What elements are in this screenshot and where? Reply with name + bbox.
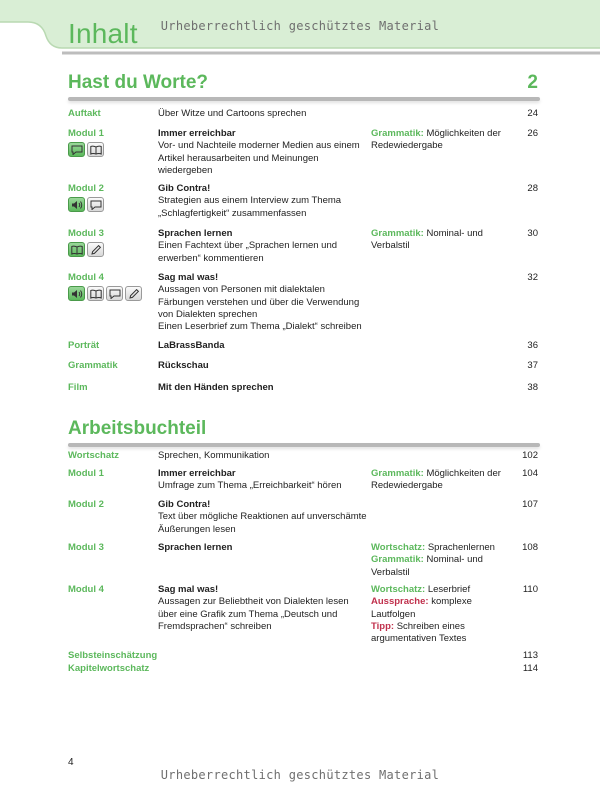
- grammar-line: [371, 468, 511, 480]
- toc-description: [158, 240, 368, 265]
- grammar-key: Grammatik:: [371, 468, 424, 479]
- focus-text: Leserbrief: [427, 584, 471, 595]
- grammar-text: Möglichkeiten der: [426, 468, 501, 479]
- toc-page-number: 24: [527, 108, 538, 119]
- toc-description: [158, 140, 368, 177]
- toc-page-number: 32: [527, 272, 538, 283]
- book-icon: [68, 242, 85, 257]
- toc-label: Wortschatz: [68, 450, 120, 461]
- desc-line: Einen Fachtext über „Sprachen lernen und: [158, 240, 338, 252]
- toc-page-number: 110: [522, 584, 538, 595]
- focus-text: Verbalstil: [371, 566, 410, 578]
- desc-line: Einen Leserbrief zum Thema „Dialekt“ schreiben: [158, 321, 362, 333]
- speaker-icon: [68, 286, 85, 301]
- page-number: 4: [68, 757, 74, 768]
- toc-title: Sag mal was!: [158, 584, 219, 595]
- desc-line: Aussagen von Personen mit dialektalen: [158, 284, 325, 296]
- toc-title: Sprachen lernen: [158, 228, 233, 239]
- focus-text: Nominal- und: [426, 554, 483, 566]
- section-heading-arbeitsbuch: [68, 418, 538, 440]
- toc-label: Modul 2: [68, 499, 104, 510]
- desc-line: erwerben“ kommentieren: [158, 252, 264, 264]
- toc-label: Selbsteinschätzung: [68, 650, 158, 661]
- desc-line: wiedergeben: [158, 164, 213, 176]
- watermark-bottom: Urheberrechtlich geschütztes Material: [160, 768, 440, 782]
- toc-grammar: [371, 128, 511, 153]
- toc-description: [158, 480, 368, 492]
- grammar-line: [371, 128, 511, 140]
- toc-description: [158, 284, 368, 333]
- toc-title: Sprachen lernen: [158, 542, 233, 553]
- grammar-line: [371, 140, 511, 152]
- speech-bubble-icon: [87, 197, 104, 212]
- toc-title: Immer erreichbar: [158, 128, 236, 139]
- toc-page-number: 28: [527, 183, 538, 194]
- grammar-text: Nominal- und: [426, 228, 483, 239]
- desc-line: Text über mögliche Reaktionen auf unverschämte: [158, 511, 367, 523]
- toc-label: Film: [68, 382, 88, 393]
- desc-line: Über Witze und Cartoons sprechen: [158, 108, 307, 119]
- desc-line: Äußerungen lesen: [158, 523, 236, 535]
- book-icon: [87, 286, 104, 301]
- toc-description: [158, 108, 368, 120]
- watermark-top: Urheberrechtlich geschütztes Material: [160, 19, 440, 33]
- grammar-line: [371, 480, 511, 492]
- speaker-icon: [68, 197, 85, 212]
- grammar-text: Verbalstil: [371, 240, 410, 252]
- toc-label: Porträt: [68, 340, 100, 351]
- skill-icons: [68, 242, 104, 257]
- focus-line: [371, 621, 511, 633]
- desc-line: Artikel herausarbeiten und Meinungen: [158, 152, 319, 164]
- toc-title: Mit den Händen sprechen: [158, 382, 274, 393]
- toc-page-number: 102: [522, 450, 538, 461]
- desc-line: Fremdsprachen“ schreiben: [158, 620, 272, 632]
- grammar-key: Grammatik:: [371, 128, 424, 139]
- focus-key: Wortschatz:: [371, 584, 426, 595]
- toc-title: Gib Contra!: [158, 183, 211, 194]
- desc-line: Umfrage zum Thema „Erreichbarkeit“ hören: [158, 480, 342, 492]
- toc-label: Modul 1: [68, 468, 104, 479]
- toc-page-number: 38: [527, 382, 538, 393]
- toc-description: [158, 195, 368, 220]
- toc-focus: [371, 584, 511, 645]
- desc-line: von Dialekten sprechen: [158, 308, 258, 320]
- focus-text: komplexe: [431, 596, 472, 608]
- desc-line: Vor- und Nachteile moderner Medien aus einem: [158, 140, 360, 152]
- desc-line: über eine Grafik zum Thema „Deutsch und: [158, 608, 338, 620]
- speech-bubble-icon: [68, 142, 85, 157]
- toc-title: Immer erreichbar: [158, 468, 236, 479]
- pencil-icon: [87, 242, 104, 257]
- skill-icons: [68, 142, 104, 157]
- focus-text: Lautfolgen: [371, 608, 416, 620]
- grammar-text: Redewiedergabe: [371, 140, 443, 152]
- toc-title: LaBrassBanda: [158, 340, 225, 351]
- toc-label: Modul 2: [68, 183, 104, 194]
- desc-line: Sprechen, Kommunikation: [158, 450, 270, 461]
- toc-label: Modul 1: [68, 128, 104, 139]
- toc-page-number: 30: [527, 228, 538, 239]
- skill-icons: [68, 197, 104, 212]
- toc-grammar: [371, 468, 511, 493]
- grammar-text: Möglichkeiten der: [426, 128, 501, 139]
- focus-line: [371, 633, 511, 645]
- toc-label: Grammatik: [68, 360, 118, 371]
- focus-line: [371, 609, 511, 621]
- focus-key: Aussprache:: [371, 596, 429, 608]
- focus-key: Wortschatz:: [371, 542, 426, 553]
- grammar-line: [371, 228, 511, 240]
- toc-title: Sag mal was!: [158, 272, 219, 283]
- toc-page-number: 37: [527, 360, 538, 371]
- toc-label: Modul 4: [68, 272, 104, 283]
- desc-line: Färbungen verstehen und über die Verwendung: [158, 296, 360, 308]
- chapter-number: 2: [527, 72, 538, 93]
- toc-description: [158, 511, 368, 536]
- toc-description: [158, 450, 368, 462]
- toc-page-number: 108: [522, 542, 538, 553]
- grammar-key: Grammatik:: [371, 228, 424, 239]
- heading-rule: [68, 443, 540, 447]
- toc-page-number: 104: [522, 468, 538, 479]
- focus-line: [371, 542, 511, 554]
- desc-line: Aussagen zur Beliebtheit von Dialekten lesen: [158, 596, 349, 608]
- toc-page-number: 113: [522, 650, 538, 661]
- grammar-line: [371, 240, 511, 252]
- toc-page-number: 26: [527, 128, 538, 139]
- toc-grammar: [371, 228, 511, 253]
- toc-label: Modul 3: [68, 228, 104, 239]
- toc-title: Gib Contra!: [158, 499, 211, 510]
- toc-label: Modul 3: [68, 542, 104, 553]
- focus-line: [371, 567, 511, 579]
- focus-line: [371, 554, 511, 566]
- toc-page-number: 107: [522, 499, 538, 510]
- toc-title: Rückschau: [158, 360, 209, 371]
- toc-page-number: 114: [522, 663, 538, 674]
- toc-page-number: 36: [527, 340, 538, 351]
- focus-key: Grammatik:: [371, 554, 424, 566]
- desc-line: „Schlagfertigkeit“ zusammenfassen: [158, 207, 307, 219]
- focus-text: Sprachenlernen: [427, 542, 495, 553]
- toc-label: Auftakt: [68, 108, 101, 119]
- grammar-text: Redewiedergabe: [371, 480, 443, 492]
- skill-icons: [68, 286, 142, 301]
- heading-rule: [68, 97, 540, 101]
- speech-bubble-icon: [106, 286, 123, 301]
- toc-focus: [371, 542, 511, 579]
- focus-line: [371, 596, 511, 608]
- book-icon: [87, 142, 104, 157]
- toc-description: [158, 596, 368, 633]
- section-title: Hast du Worte?: [68, 72, 209, 93]
- section-title: Arbeitsbuchteil: [68, 418, 207, 439]
- focus-text: argumentativen Textes: [371, 633, 467, 645]
- toc-label: Kapitelwortschatz: [68, 663, 150, 674]
- desc-line: Strategien aus einem Interview zum Thema: [158, 195, 342, 207]
- focus-line: [371, 584, 511, 596]
- focus-text: Schreiben eines: [396, 620, 465, 632]
- page-title: Inhalt: [68, 18, 138, 49]
- toc-label: Modul 4: [68, 584, 104, 595]
- section-heading-kursbuch: [68, 72, 538, 94]
- focus-key: Tipp:: [371, 620, 395, 632]
- pencil-icon: [125, 286, 142, 301]
